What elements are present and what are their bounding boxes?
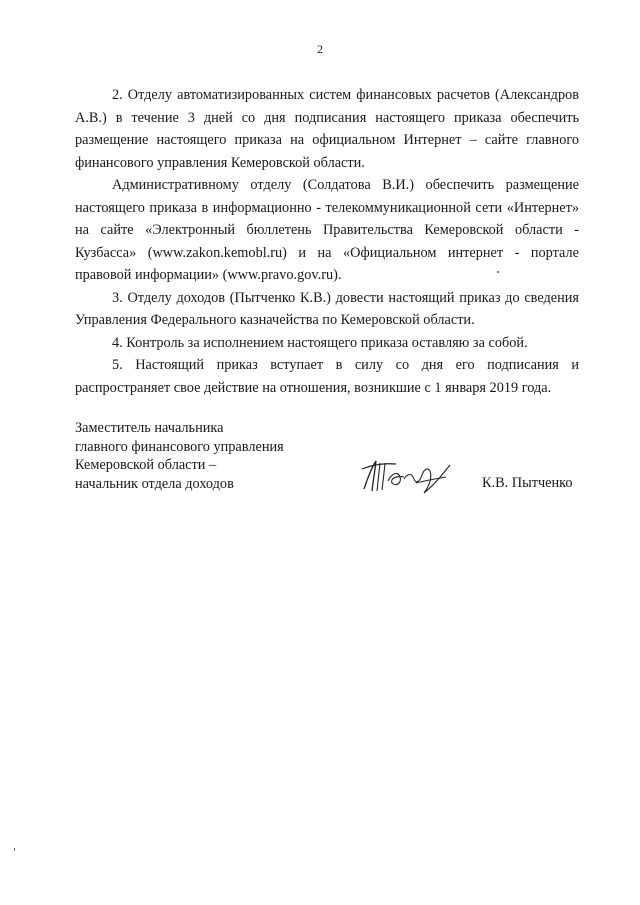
paragraph-item-5: 5. Настоящий приказ вступает в силу со дня его подписания и распространяет свое действие на отношения, возникшие с 1 января 2019 года. bbox=[75, 357, 579, 396]
signatory-position-line: главного финансового управления bbox=[75, 438, 284, 455]
signatory-name: К.В. Пытченко bbox=[482, 475, 573, 491]
paragraph-item-3: 3. Отделу доходов (Пытченко К.В.) довести настоящий приказ до сведения Управления Федерального казначейства по Кемеровской области. bbox=[75, 289, 579, 328]
signatory-position-line: Кемеровской области – bbox=[75, 457, 217, 473]
page-number: 2 bbox=[317, 42, 323, 56]
signatory-position-line: начальник отдела доходов bbox=[75, 475, 234, 492]
paragraph-admin-dept: Административному отделу (Солдатова В.И.) обеспечить размещение настоящего приказа в информационно - телекоммуникационной сети «Интернет» на сайте «Электронный бюллетень Правительства Кемеровской области - Кузбасса» (www.zakon.kemobl.ru) и на «Официальном интернет - портале правовой информации» (www.pravo.gov.ru). bbox=[75, 177, 579, 283]
scan-speck bbox=[497, 271, 499, 273]
order-body bbox=[75, 84, 579, 399]
paragraph-item-2: 2. Отделу автоматизированных систем финансовых расчетов (Александров А.В.) в течение 3 дней со дня подписания настоящего приказа обеспечить размещение настоящего приказа на официальном Интернет – сайте главного финансового управления Кемеровской области. bbox=[75, 87, 579, 171]
paragraph-item-4: 4. Контроль за исполнением настоящего приказа оставляю за собой. bbox=[112, 334, 528, 351]
signatory-position-line: Заместитель начальника bbox=[75, 420, 224, 436]
handwritten-signature bbox=[358, 455, 454, 497]
scan-speck bbox=[14, 848, 15, 851]
